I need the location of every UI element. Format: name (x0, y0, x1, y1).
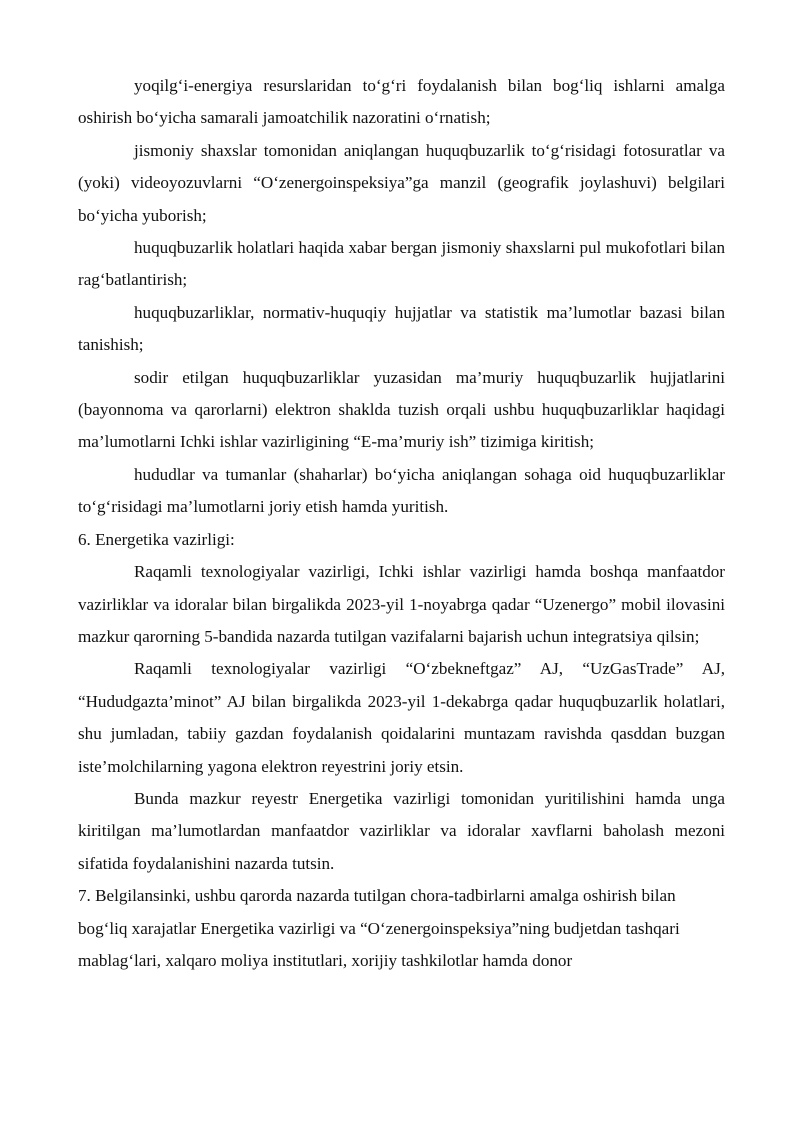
section-heading-6: 6. Energetika vazirligi: (78, 529, 235, 549)
document-body (78, 70, 725, 977)
paragraph-regional-records: hududlar va tumanlar (shaharlar) bo‘yicha aniqlangan sohaga oid huquqbuzarliklar to‘g‘risidagi ma’lumotlarni joriy etish hamda yuritish. (78, 464, 725, 517)
paragraph-photo-video-submission: jismoniy shaxslar tomonidan aniqlangan huquqbuzarlik to‘g‘risidagi fotosuratlar va (yoki) videoyozuvlarni “O‘zenergoinspeksiya”ga manzil (geografik joylashuvi) belgilari bo‘yicha yuborish; (78, 140, 725, 225)
paragraph-public-control: yoqilg‘i-energiya resurslaridan to‘g‘ri foydalanish bilan bog‘liq ishlarni amalga oshirish bo‘yicha samarali jamoatchilik nazoratini o‘rnatish; (78, 76, 725, 128)
paragraph-registry-maintenance: Bunda mazkur reyestr Energetika vazirligi tomonidan yuritilishini hamda unga kiritilgan ma’lumotlardan manfaatdor vazirliklar va idoralar xavflarni baholash mezoni sifatida foydalanishini nazarda tutsin. (78, 788, 725, 873)
paragraph-app-integration: Raqamli texnologiyalar vazirligi, Ichki ishlar vazirligi hamda boshqa manfaatdor vazirliklar va idoralar bilan birgalikda 2023-yil 1-noyabrga qadar “Uzenergo” mobil ilovasini mazkur qarorning 5-bandida nazarda tutilgan vazifalarni bajarish uchun integratsiya qilsin; (78, 562, 725, 646)
paragraph-monetary-rewards: huquqbuzarlik holatlari haqida xabar bergan jismoniy shaxslarni pul mukofotlari bilan rag‘batlantirish; (78, 238, 725, 290)
paragraph-database-access: huquqbuzarliklar, normativ-huquqiy hujjatlar va statistik ma’lumotlar bazasi bilan tanishish; (78, 302, 725, 355)
paragraph-electronic-documents: sodir etilgan huquqbuzarliklar yuzasidan ma’muriy huquqbuzarlik hujjatlarini (bayonnoma va qarorlarni) elektron shaklda tuzish orqali ushbu huquqbuzarliklar haqidagi ma’lumotlarni Ichki ishlar vazirligining “E-ma’muriy ish” tizimiga kiritish; (78, 367, 725, 452)
section-7-paragraph: 7. Belgilansinki, ushbu qarorda nazarda tutilgan chora-tadbirlarni amalga oshirish bilan bog‘liq xarajatlar Energetika vazirligi va “O‘zenergoinspeksiya”ning budjetdan tashqari mablag‘lari, xalqaro moliya institutlari, xorijiy tashkilotlar hamda donor (78, 886, 680, 970)
paragraph-electronic-registry: Raqamli texnologiyalar vazirligi “O‘zbekneftgaz” AJ, “UzGasTrade” AJ, “Hududgazta’minot” AJ bilan birgalikda 2023-yil 1-dekabrga qadar huquqbuzarlik holatlari, shu jumladan, tabiiy gazdan foydalanish qoidalarini muntazam ravishda qasddan buzgan iste’molchilarning yagona elektron reyestrini joriy etsin. (78, 659, 725, 776)
